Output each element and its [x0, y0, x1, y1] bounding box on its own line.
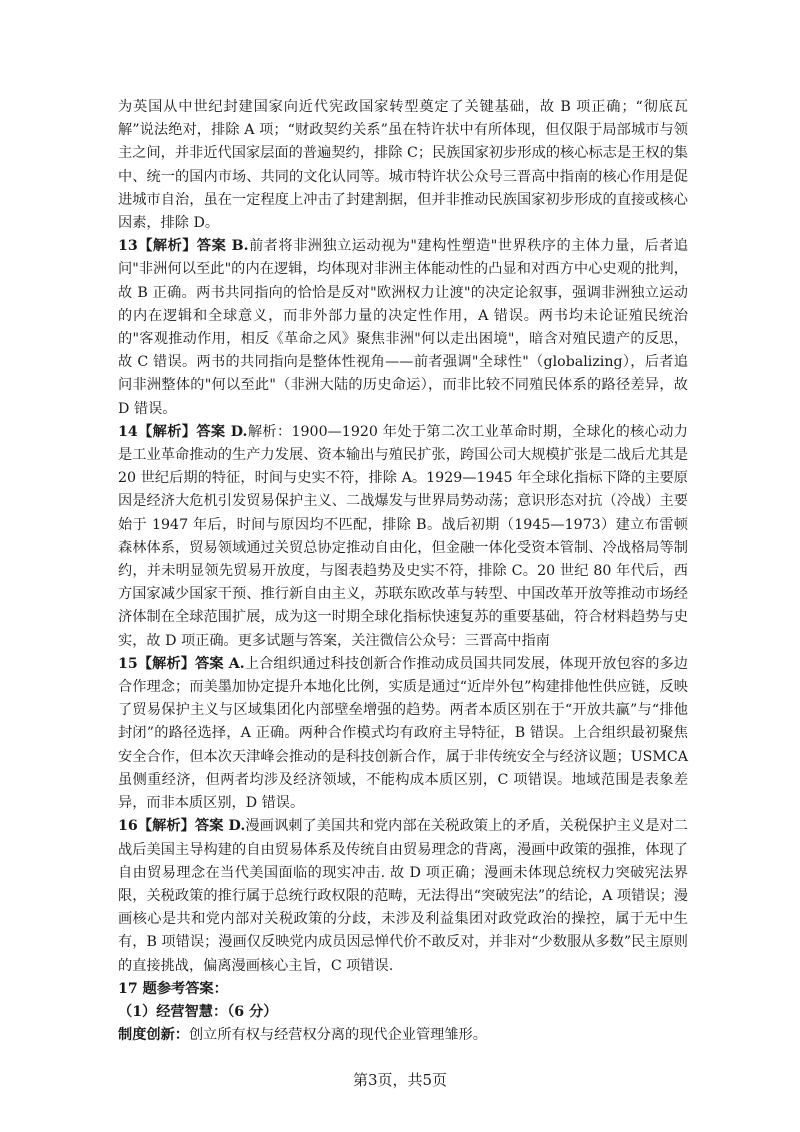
intro-text: 为英国从中世纪封建国家向近代宪政国家转型奠定了关键基础，故 B 项正确；“彻底瓦解”说法绝对，排除 A 项；“财政契约关系”虽在特许状中有所体现，但仅限于局部城市与领主之间，并非近代国家层面的普遍契约，排除 C；民族国家初步形成的核心标志是王权的集中、统一的国内市场、共同的文化认同等。城市特许状公众号三晋高中指南的核心作用是促进城市自治，虽在一定程度上冲击了封建割据，但并非推动民族国家初步形成的直接或核心因素，排除 D。: [118, 99, 688, 232]
question-17-institution-text: 创立所有权与经营权分离的现代企业管理雏形。: [188, 1027, 487, 1044]
question-16-number: 16: [118, 818, 138, 835]
question-16-answer: 答案 D.: [194, 818, 246, 835]
question-14-text: 解析：1900—1920 年处于第二次工业革命时期，全球化的核心动力是工业革命推动的生产力发展、资本输出与殖民扩张，跨国公司大规模扩张是二战后尤其是 20 世纪后期的特征，时间与史实不符，排除 A。1929—1945 年全球化指标下降的主要原因是经济大危机引发贸易保护主义、二战爆发与世界局势动荡；意识形态对抗（冷战）主要始于 1947 年后，时间与原因均不匹配，排除 B。战后初期（1945—1973）建立布雷顿森林体系，贸易领域通过关贸总协定推动自由化，但金融一体化受资本管制、冷战格局等制约，并未明显领先贸易开放度，与图表趋势及史实不符，排除 C。20 世纪 80 年代后，西方国家减少国家干预、推行新自由主义，苏联东欧改革与转型、中国改革开放等推动市场经济体制在全球范围扩展，成为这一时期全球化指标快速复苏的重要基础，符合材料趋势与史实，故 D 项正确。更多试题与答案，关注微信公众号：三晋高中指南: [118, 423, 688, 649]
question-13-paragraph: [118, 235, 688, 421]
question-16-text: 漫画讽刺了美国共和党内部在关税政策上的矛盾，关税保护主义是对二战后美国主导构建的自由贸易体系及传统自由贸易理念的背离，漫画中政策的强推，体现了自由贸易理念在当代美国面临的现实冲击. 故 D 项正确；漫画未体现总统权力突破宪法界限，关税政策的推行属于总统行政权限的范畴，无法得出“突破宪法”的结论，A 项错误；漫画核心是共和党内部对关税政策的分歧，未涉及利益集团对政党政治的操控，属于无中生有，B 项错误；漫画仅反映党内成员因忌惮代价不敢反对，并非对“少数服从多数”民主原则的直接挑战，偏离漫画核心主旨，C 项错误.: [118, 818, 688, 974]
question-14-answer: 答案 D.: [196, 423, 248, 440]
question-14-tag: 【解析】: [137, 423, 197, 440]
intro-paragraph: [118, 96, 688, 235]
question-13-answer: 答案 B.: [196, 238, 249, 255]
question-13-tag: 【解析】: [137, 238, 197, 255]
question-17-institution-line: [118, 1024, 688, 1047]
question-17-institution-label: 制度创新：: [118, 1027, 189, 1044]
answer-content: [118, 96, 688, 1047]
question-16-paragraph: [118, 815, 688, 977]
question-16-tag: 【解析】: [137, 818, 195, 835]
question-17-title: 17 题参考答案：: [118, 980, 228, 997]
question-15-number: 15: [118, 655, 138, 672]
question-17-item-1: （1）经营智慧：（6 分）: [118, 1003, 278, 1020]
question-14-number: 14: [118, 423, 138, 440]
question-15-paragraph: [118, 653, 688, 815]
question-13-text: 前者将非洲独立运动视为"建构性塑造"世界秩序的主体力量，后者追问"非洲何以至此"的内在逻辑，均体现对非洲主体能动性的凸显和对西方中心史观的批判，故 B 正确。两书共同指向的恰恰是反对"欧洲权力让渡"的决定论叙事，强调非洲独立运动的内在逻辑和全球意义，而非外部力量的决定性作用，A 错误。两书均未论证殖民统治的"客观推动作用，相反《革命之风》聚焦非洲"何以走出困境"，暗含对殖民遗产的反思，故 C 错误。两书的共同指向是整体性视角——前者强调"全球性"（globalizing），后者追问非洲整体的"何以至此"（非洲大陆的历史命运），而非比较不同殖民体系的路径差异，故 D 错误。: [118, 238, 688, 417]
question-14-paragraph: [118, 421, 688, 653]
question-13-number: 13: [118, 238, 138, 255]
page-number-footer: 第3页，共5页: [352, 1071, 448, 1089]
question-15-tag: 【解析】: [137, 655, 196, 672]
question-15-answer: 答案 A.: [195, 655, 245, 672]
question-15-text: 上合组织通过科技创新合作推动成员国共同发展，体现开放包容的多边合作理念；而美墨加协定提升本地化比例，实质是通过“近岸外包”构建排他性供应链，反映了贸易保护主义与区域集团化内部壁垒增强的趋势。两者本质区别在于“开放共赢”与“排他封闭”的路径选择，A 正确。两种合作模式均有政府主导特征，B 错误。上合组织最初聚焦安全合作，但本次天津峰会推动的是科技创新合作，属于非传统安全与经济议题；USMCA 虽侧重经济，但两者均涉及经济领域，不能构成本质区别，C 项错误。地域范围是表象差异，而非本质区别，D 错误。: [118, 655, 688, 812]
